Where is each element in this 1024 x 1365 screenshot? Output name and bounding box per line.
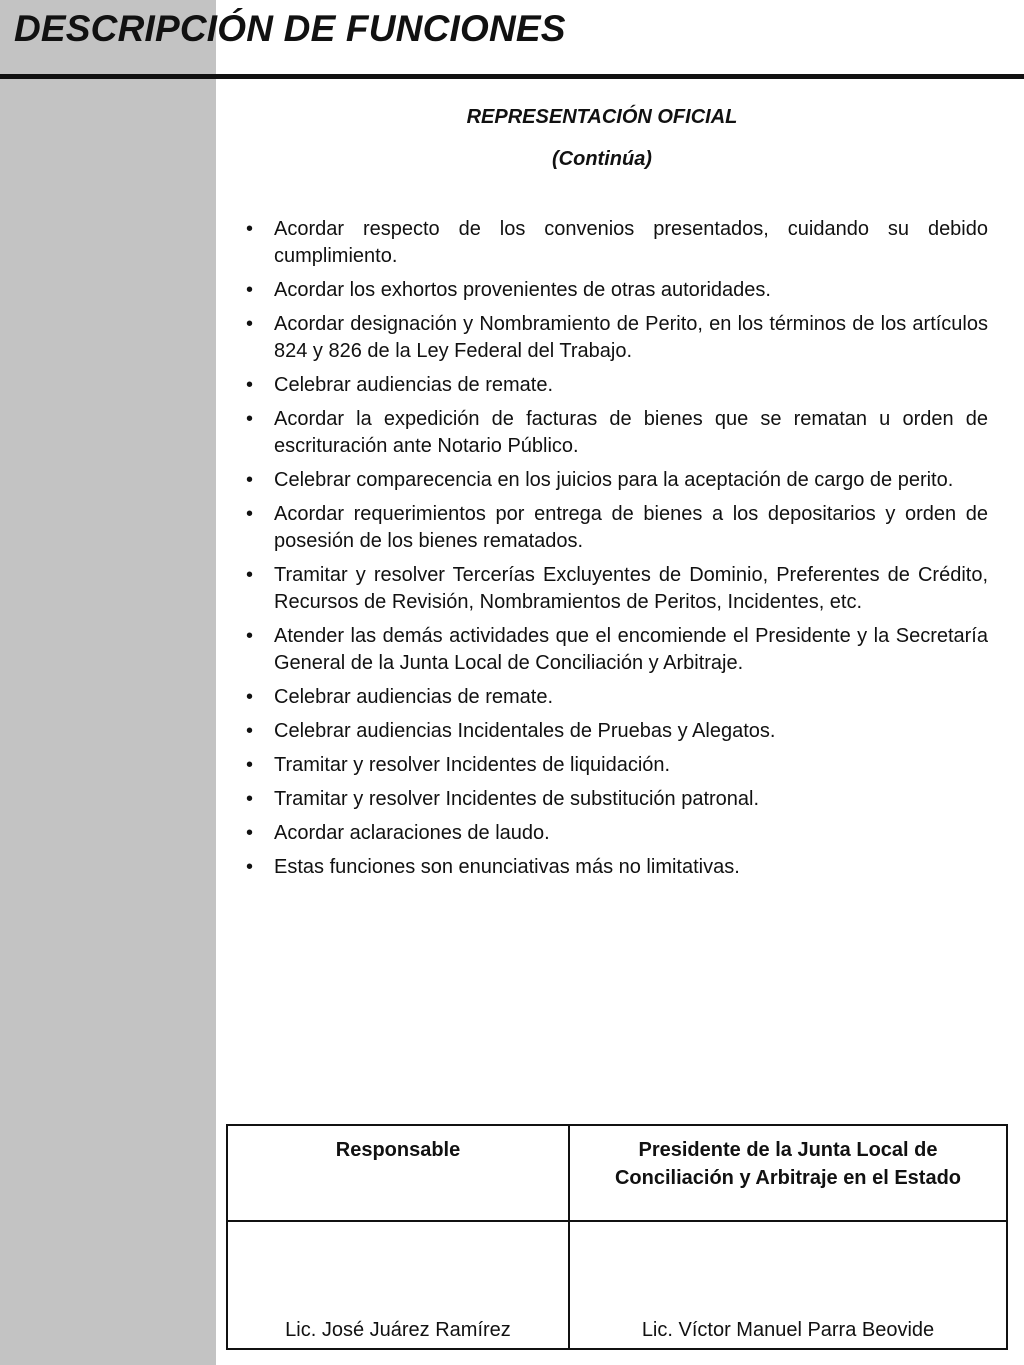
list-item: • Acordar requerimientos por entrega de bienes a los depositarios y orden de posesión de los bienes rematados.: [246, 501, 988, 555]
list-item: • Tramitar y resolver Incidentes de substitución patronal.: [246, 786, 988, 813]
responsibility-table: [226, 1124, 1008, 1350]
table-signature-row: [227, 1221, 1007, 1349]
list-item: • Celebrar audiencias de remate.: [246, 372, 988, 399]
left-gray-band: [0, 0, 216, 1365]
list-item: • Acordar los exhortos provenientes de otras autoridades.: [246, 277, 988, 304]
list-item: • Acordar respecto de los convenios presentados, cuidando su debido cumplimiento.: [246, 216, 988, 270]
right-signature-cell: [569, 1221, 1007, 1349]
list-item: • Acordar la expedición de facturas de bienes que se rematan u orden de escrituración ante Notario Público.: [246, 406, 988, 460]
section-title: REPRESENTACIÓN OFICIAL: [466, 106, 738, 128]
list-item: • Celebrar audiencias Incidentales de Pruebas y Alegatos.: [246, 718, 988, 745]
list-item: • Acordar aclaraciones de laudo.: [246, 820, 988, 847]
table-header-row: [227, 1125, 1007, 1221]
list-item: • Atender las demás actividades que el encomiende el Presidente y la Secretaría General de la Junta Local de Conciliación y Arbitraje.: [246, 623, 988, 677]
section-subtitle: (Continúa): [552, 148, 652, 170]
functions-list: [246, 216, 988, 888]
left-signer-name: Lic. José Juárez Ramírez: [285, 1319, 511, 1341]
title-divider: [0, 74, 1024, 79]
responsable-header: [227, 1125, 569, 1221]
list-item: • Acordar designación y Nombramiento de Perito, en los términos de los artículos 824 y 826 de la Ley Federal del Trabajo.: [246, 311, 988, 365]
list-item: • Tramitar y resolver Tercerías Excluyentes de Dominio, Preferentes de Crédito, Recursos de Revisión, Nombramientos de Peritos, Incidentes, etc.: [246, 562, 988, 616]
list-item: • Celebrar audiencias de remate.: [246, 684, 988, 711]
left-signature-cell: [227, 1221, 569, 1349]
presidente-label-line1: Presidente de la Junta Local de: [638, 1139, 938, 1161]
page-title: DESCRIPCIÓN DE FUNCIONES: [14, 8, 566, 49]
right-signer-name: Lic. Víctor Manuel Parra Beovide: [641, 1319, 935, 1341]
list-item: • Celebrar comparecencia en los juicios para la aceptación de cargo de perito.: [246, 467, 988, 494]
presidente-header: [569, 1125, 1007, 1221]
responsable-label: Responsable: [335, 1139, 461, 1161]
list-item: • Tramitar y resolver Incidentes de liquidación.: [246, 752, 988, 779]
presidente-label-line2: Conciliación y Arbitraje en el Estado: [614, 1167, 961, 1189]
list-item: • Estas funciones son enunciativas más no limitativas.: [246, 854, 988, 881]
